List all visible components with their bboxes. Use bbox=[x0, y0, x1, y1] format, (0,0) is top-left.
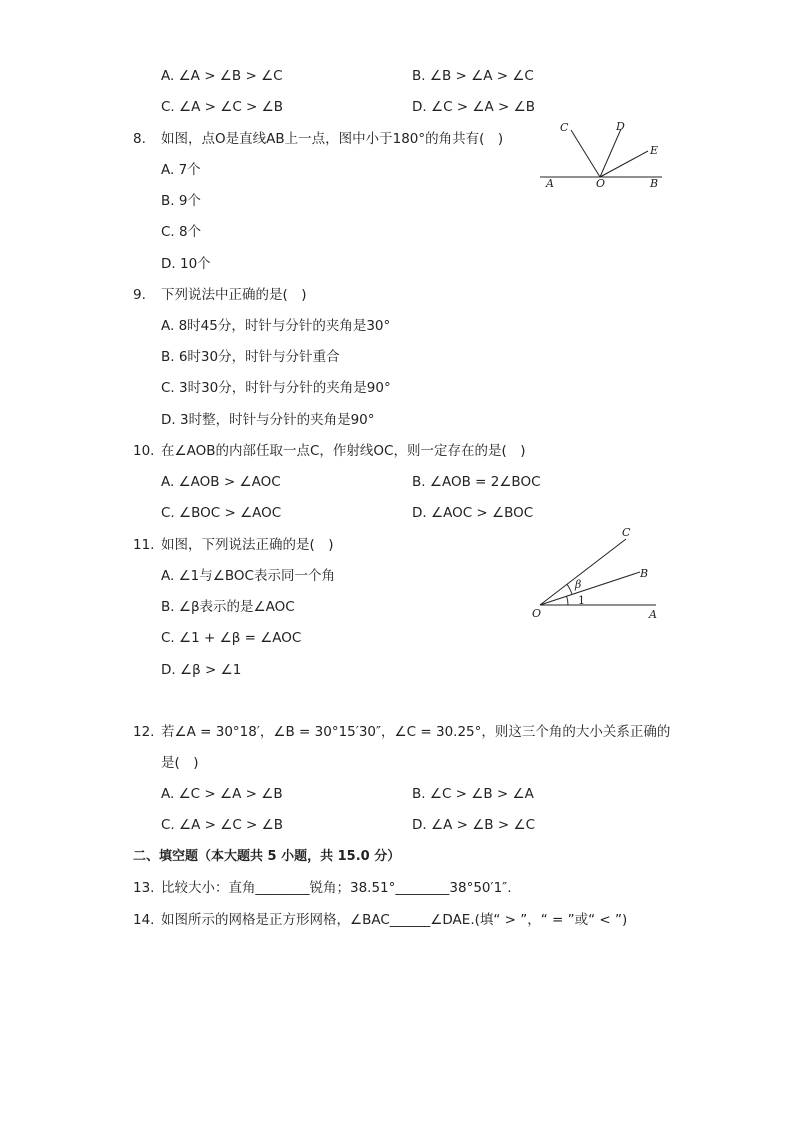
q11-number: 11. bbox=[133, 537, 155, 553]
q9-option-b: B. 6时30分，时针与分针重合 bbox=[161, 349, 340, 365]
arc-angle-beta bbox=[567, 584, 572, 594]
q12-stem-line2: 是( ) bbox=[161, 755, 199, 771]
q8-option-c: C. 8个 bbox=[161, 224, 202, 240]
label-c: C bbox=[622, 526, 631, 539]
label-d: D bbox=[616, 120, 625, 133]
q7-option-d: D. ∠C > ∠A > ∠B bbox=[412, 99, 535, 115]
label-b: B bbox=[640, 567, 649, 580]
q11-option-c: C. ∠1 + ∠β = ∠AOC bbox=[161, 630, 302, 646]
label-1: 1 bbox=[578, 594, 585, 607]
ray-ob bbox=[540, 572, 640, 605]
q12-stem-line1: 若∠A = 30°18′，∠B = 30°15′30″，∠C = 30.25°，则这三个角的大小关系正确的 bbox=[161, 724, 671, 740]
q9-number: 9. bbox=[133, 287, 146, 303]
q11-option-b: B. ∠β表示的是∠AOC bbox=[161, 599, 295, 615]
q13-stem: 比较大小：直角________锐角；38.51°________38°50′1″. bbox=[161, 880, 512, 896]
q12-option-d: D. ∠A > ∠B > ∠C bbox=[412, 817, 535, 833]
label-o: O bbox=[596, 177, 606, 190]
q12-option-c: C. ∠A > ∠C > ∠B bbox=[161, 817, 284, 833]
q7-option-b: B. ∠B > ∠A > ∠C bbox=[412, 68, 534, 84]
q8-option-d: D. 10个 bbox=[161, 256, 211, 272]
q11-option-d: D. ∠β > ∠1 bbox=[161, 662, 242, 678]
q8-angle-figure bbox=[540, 118, 670, 193]
q10-stem: 在∠AOB的内部任取一点C，作射线OC，则一定存在的是( ) bbox=[161, 443, 526, 459]
q11-angle-figure bbox=[530, 524, 665, 624]
q8-number: 8. bbox=[133, 131, 146, 147]
q8-option-a: A. 7个 bbox=[161, 162, 201, 178]
q8-option-b: B. 9个 bbox=[161, 193, 201, 209]
q7-option-c: C. ∠A > ∠C > ∠B bbox=[161, 99, 284, 115]
q9-stem: 下列说法中正确的是( ) bbox=[161, 287, 307, 303]
q9-option-a: A. 8时45分，时针与分针的夹角是30° bbox=[161, 318, 391, 334]
q11-option-a: A. ∠1与∠BOC表示同一个角 bbox=[161, 568, 335, 584]
q10-option-b: B. ∠AOB = 2∠BOC bbox=[412, 474, 541, 490]
q8-stem: 如图，点O是直线AB上一点，图中小于180°的角共有( ) bbox=[161, 131, 504, 147]
q9-option-c: C. 3时30分，时针与分针的夹角是90° bbox=[161, 380, 391, 396]
q9-option-d: D. 3时整，时针与分针的夹角是90° bbox=[161, 412, 375, 428]
label-beta: β bbox=[575, 578, 582, 591]
q11-stem: 如图，下列说法正确的是( ) bbox=[161, 537, 334, 553]
label-c: C bbox=[560, 121, 569, 134]
q14-number: 14. bbox=[133, 912, 155, 928]
q10-option-d: D. ∠AOC > ∠BOC bbox=[412, 505, 534, 521]
q14-stem: 如图所示的网格是正方形网格，∠BAC______∠DAE.(填“ > ”，“ = ”或“ < ”) bbox=[161, 912, 628, 928]
q13-number: 13. bbox=[133, 880, 155, 896]
label-a: A bbox=[546, 177, 554, 190]
ray-od bbox=[600, 129, 621, 177]
q10-option-a: A. ∠AOB > ∠AOC bbox=[161, 474, 281, 490]
q10-option-c: C. ∠BOC > ∠AOC bbox=[161, 505, 282, 521]
ray-oc bbox=[571, 130, 600, 177]
arc-angle-1 bbox=[567, 596, 568, 605]
q7-option-a: A. ∠A > ∠B > ∠C bbox=[161, 68, 283, 84]
q12-option-a: A. ∠C > ∠A > ∠B bbox=[161, 786, 283, 802]
q10-number: 10. bbox=[133, 443, 155, 459]
section-title-fill-in: 二、填空题（本大题共 5 小题，共 15.0 分） bbox=[133, 849, 401, 864]
q12-number: 12. bbox=[133, 724, 155, 740]
label-o: O bbox=[532, 607, 542, 620]
q12-option-b: B. ∠C > ∠B > ∠A bbox=[412, 786, 534, 802]
ray-oe bbox=[600, 151, 648, 177]
label-a: A bbox=[649, 608, 657, 621]
label-b: B bbox=[650, 177, 659, 190]
label-e: E bbox=[650, 144, 659, 157]
